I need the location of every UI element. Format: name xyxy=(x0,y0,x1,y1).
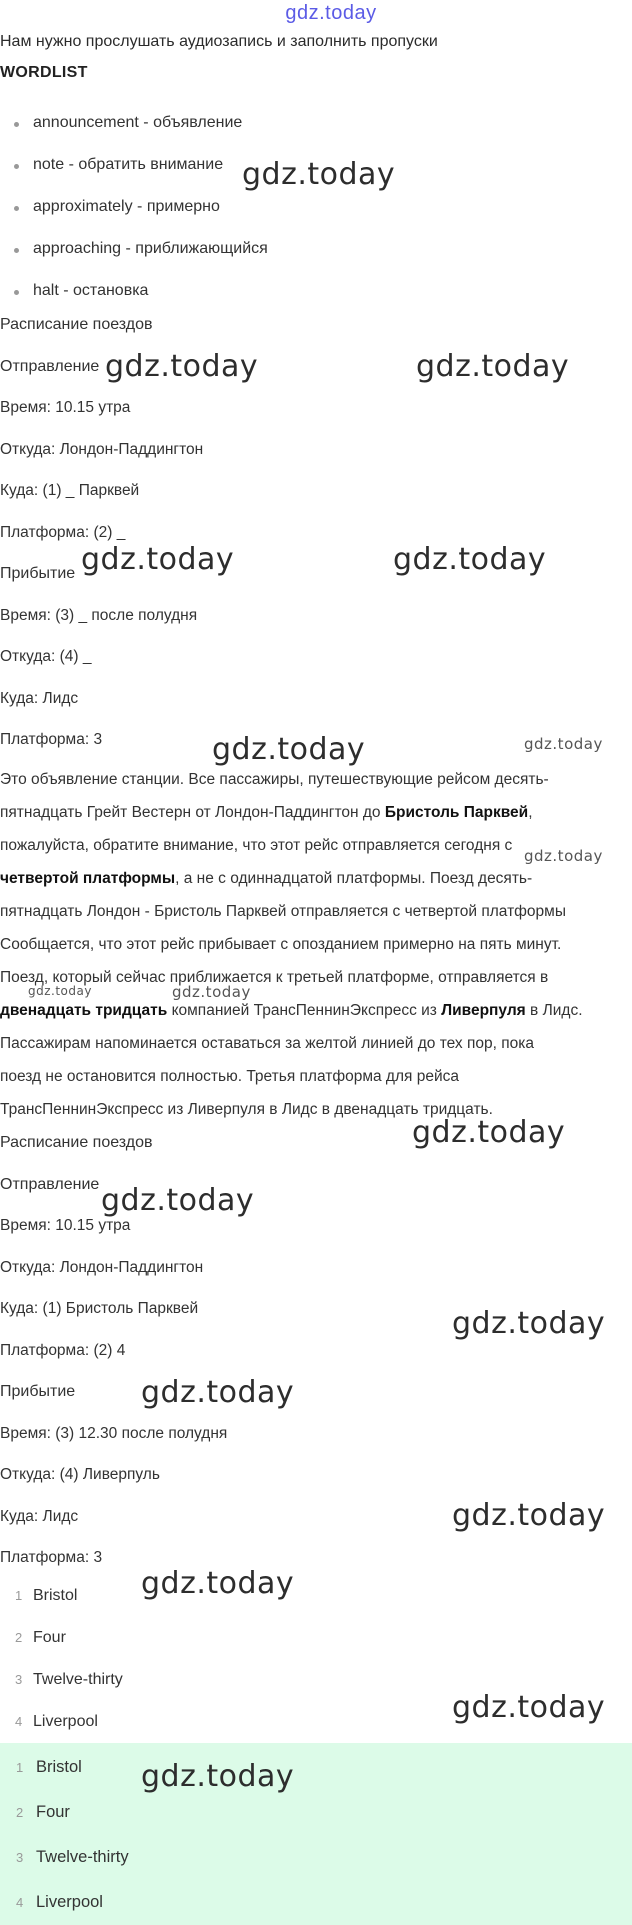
answer-number: 4 xyxy=(16,1895,24,1910)
transcript-text: Сообщается, что этот рейс прибывает с опозданием примерно на пять минут. xyxy=(0,936,562,953)
watermark: gdz.today xyxy=(416,349,570,384)
transcript-text: , xyxy=(528,804,533,821)
watermark: gdz.today xyxy=(524,847,603,865)
transcript-text: ТрансПеннинЭкспресс из Ливерпуля в Лидс в двенадцать тридцать. xyxy=(0,1101,493,1118)
wordlist-item: halt - остановка xyxy=(0,270,632,312)
watermark: gdz.today xyxy=(212,732,366,767)
answer-item xyxy=(0,1880,632,1925)
departure-heading: Отправление xyxy=(0,357,100,375)
transcript-bold: четвертой платформы xyxy=(0,870,176,887)
watermark: gdz.today xyxy=(81,542,235,577)
arrival-platform: Платформа: 3 xyxy=(0,1549,103,1566)
answer-number: 1 xyxy=(16,1760,24,1775)
arrival-from: Откуда: (4) Ливерпуль xyxy=(0,1466,160,1483)
arrival-platform: Платформа: 3 xyxy=(0,731,103,748)
transcript-paragraph xyxy=(0,763,632,1126)
answer-item xyxy=(0,1617,632,1659)
departure-platform: Платформа: (2) 4 xyxy=(0,1341,126,1359)
watermark: gdz.today xyxy=(141,1375,295,1410)
departure-to: Куда: (1) Бристоль Парквей xyxy=(0,1300,199,1317)
departure-from: Откуда: Лондон-Паддингтон xyxy=(0,1258,204,1276)
answer-text: Twelve-thirty xyxy=(33,1671,123,1688)
transcript-text: Пассажирам напоминается оставаться за желтой линией до тех пор, пока xyxy=(0,1035,534,1052)
arrival-to: Куда: Лидс xyxy=(0,689,79,707)
transcript-text: , а не с одиннадцатой платформы. Поезд десять- xyxy=(175,870,533,887)
site-logo[interactable]: gdz.today xyxy=(285,2,377,24)
answer-item xyxy=(0,1745,632,1794)
answer-text: Four xyxy=(33,1629,66,1646)
arrival-time: Время: (3) _ после полудня xyxy=(0,606,198,624)
answer-item xyxy=(0,1790,632,1835)
answer-text: Bristol xyxy=(36,1758,82,1776)
transcript-text: поезд не остановится полностью. Третья платформа для рейса xyxy=(0,1068,459,1085)
answer-number: 1 xyxy=(15,1588,23,1603)
answer-item xyxy=(0,1575,632,1617)
departure-time: Время: 10.15 утра xyxy=(0,399,131,416)
arrival-time: Время: (3) 12.30 после полудня xyxy=(0,1424,228,1442)
answer-text: Twelve-thirty xyxy=(36,1848,129,1866)
departure-from: Откуда: Лондон-Паддингтон xyxy=(0,440,204,458)
transcript-text: компанией ТрансПеннинЭкспресс из xyxy=(167,1002,442,1019)
watermark: gdz.today xyxy=(393,542,547,577)
wordlist-item: approaching - приближающийся xyxy=(0,228,632,270)
watermark: gdz.today xyxy=(452,1498,606,1533)
watermark: gdz.today xyxy=(452,1690,606,1725)
arrival-from: Откуда: (4) _ xyxy=(0,648,92,665)
transcript-text: в Лидс. xyxy=(525,1002,583,1019)
transcript-bold: Бристоль Парквей xyxy=(384,804,529,821)
departure-heading: Отправление xyxy=(0,1175,100,1193)
answer-text: Liverpool xyxy=(36,1893,103,1911)
watermark: gdz.today xyxy=(524,735,603,753)
departure-time: Время: 10.15 утра xyxy=(0,1217,131,1234)
departure-to: Куда: (1) _ Парквей xyxy=(0,482,140,499)
watermark: gdz.today xyxy=(105,349,259,384)
answer-number: 4 xyxy=(15,1714,23,1729)
transcript-bold: двенадцать тридцать xyxy=(0,1002,168,1019)
wordlist-title: WORDLIST xyxy=(0,64,88,81)
watermark: gdz.today xyxy=(172,983,251,1001)
timetable-title: Расписание поездов xyxy=(0,316,153,333)
answer-item xyxy=(0,1835,632,1880)
transcript-text: Поезд, который сейчас приближается к третьей платформе, отправляется в xyxy=(0,969,549,986)
watermark: gdz.today xyxy=(141,1566,295,1601)
watermark: gdz.today xyxy=(101,1183,255,1218)
watermark: gdz.today xyxy=(452,1306,606,1341)
watermark: gdz.today xyxy=(412,1115,566,1150)
transcript-text: пятнадцать Грейт Вестерн от Лондон-Паддингтон до xyxy=(0,804,385,821)
transcript-text: пожалуйста, обратите внимание, что этот рейс отправляется сегодня с xyxy=(0,837,513,854)
answer-text: Liverpool xyxy=(33,1713,98,1730)
task-intro: Нам нужно прослушать аудиозапись и заполнить пропуски xyxy=(0,33,438,50)
transcript-text: Это объявление станции. Все пассажиры, путешествующие рейсом десять- xyxy=(0,771,549,788)
wordlist-item: note - обратить внимание xyxy=(0,144,632,186)
answer-text: Four xyxy=(36,1803,70,1821)
arrival-heading: Прибытие xyxy=(0,1383,76,1400)
answer-number: 2 xyxy=(16,1805,24,1820)
wordlist-item: approximately - примерно xyxy=(0,186,632,228)
watermark: gdz.today xyxy=(141,1759,295,1794)
arrival-heading: Прибытие xyxy=(0,565,76,582)
wordlist-item: announcement - объявление xyxy=(0,102,632,144)
answer-list-highlighted xyxy=(0,1745,632,1925)
answer-number: 2 xyxy=(15,1630,23,1645)
transcript-text: пятнадцать Лондон - Бристоль Парквей отправляется с четвертой платформы xyxy=(0,903,566,920)
arrival-to: Куда: Лидс xyxy=(0,1507,79,1525)
highlighted-answers xyxy=(0,1743,632,1925)
timetable-title: Расписание поездов xyxy=(0,1134,153,1151)
wordlist xyxy=(0,102,632,312)
answer-number: 3 xyxy=(16,1850,24,1865)
watermark: gdz.today xyxy=(242,157,396,192)
departure-platform: Платформа: (2) _ xyxy=(0,523,126,541)
answer-text: Bristol xyxy=(33,1587,78,1604)
watermark: gdz.today xyxy=(28,984,92,998)
transcript-bold: Ливерпуля xyxy=(441,1002,526,1019)
answer-number: 3 xyxy=(15,1672,23,1687)
